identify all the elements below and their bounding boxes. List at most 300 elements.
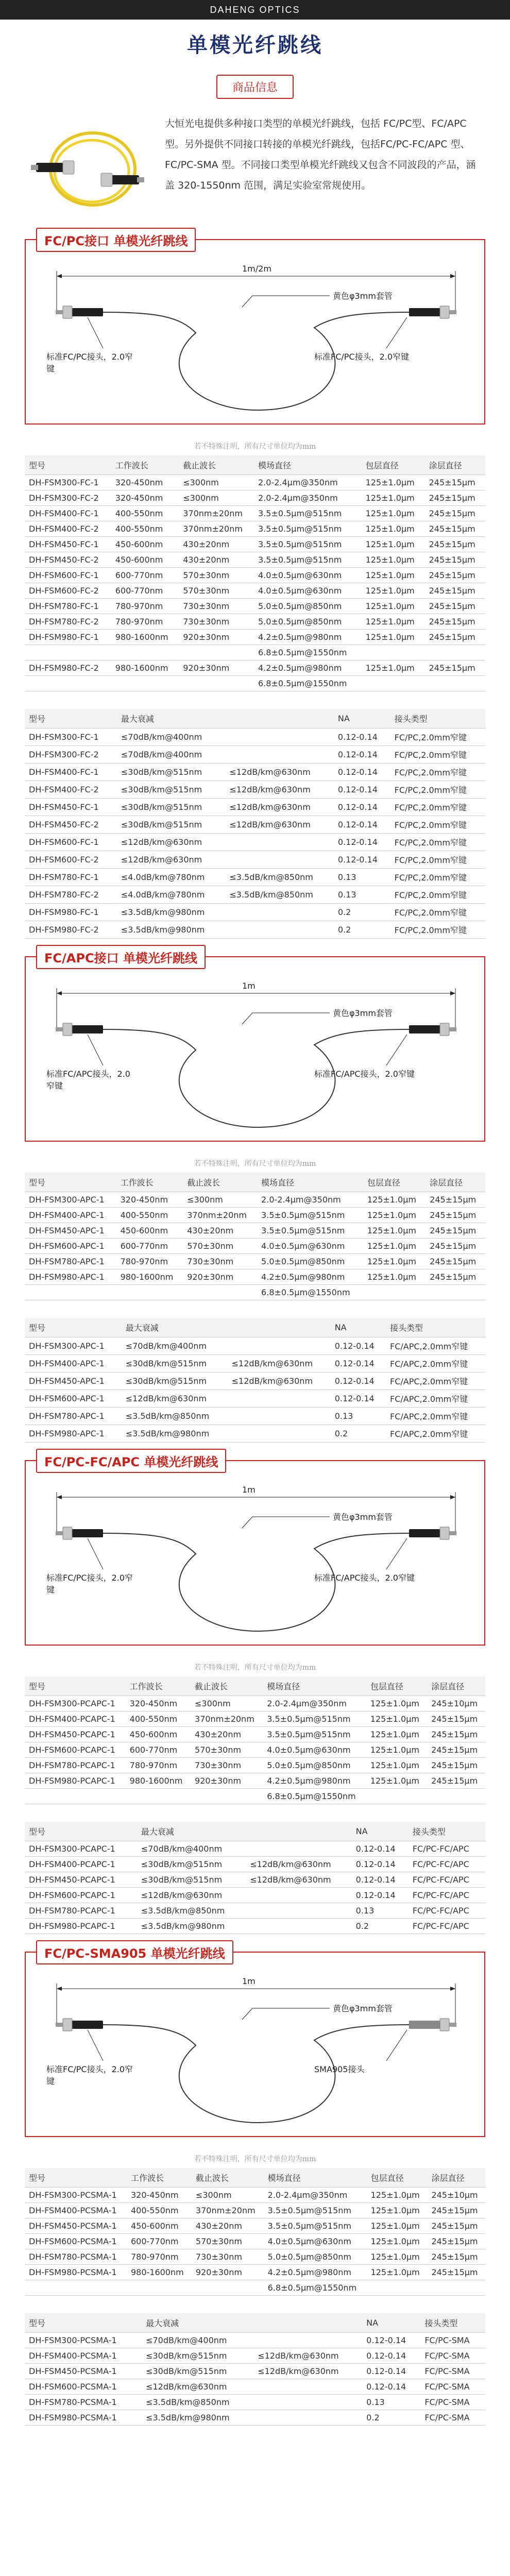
table-cell: 780-970nm xyxy=(116,1254,183,1269)
table-cell: 2.0-2.4μm@350nm xyxy=(254,490,362,506)
table-cell: FC/PC,2.0mm窄键 xyxy=(390,834,485,851)
table-cell: 125±1.0μm xyxy=(362,630,425,645)
spec-table xyxy=(25,1676,485,1804)
spec-header: 型号 xyxy=(25,2168,127,2188)
table-cell: 0.12-0.14 xyxy=(362,2364,420,2379)
table-cell: ≤300nm xyxy=(191,1696,263,1711)
table-cell: 980-1600nm xyxy=(127,2265,192,2280)
table-cell: 450-600nm xyxy=(116,1223,183,1239)
table-cell: 0.12-0.14 xyxy=(331,1355,386,1372)
table-cell: FC/PC,2.0mm窄键 xyxy=(390,781,485,799)
table-row xyxy=(25,2348,485,2364)
spec-header: 型号 xyxy=(25,1676,126,1696)
table-cell: 125±1.0μm xyxy=(366,1742,427,1758)
table-cell: DH-FSM980-APC-1 xyxy=(25,1269,116,1285)
table-cell: 125±1.0μm xyxy=(367,2203,428,2218)
table-row xyxy=(25,834,485,851)
table-cell xyxy=(179,645,254,660)
table-cell: 245±15μm xyxy=(425,660,485,676)
table-cell: ≤12dB/km@630nm xyxy=(228,1355,331,1372)
table-cell xyxy=(111,676,179,691)
table-cell xyxy=(225,834,334,851)
attenuation-table xyxy=(25,2313,485,2426)
table-cell: 0.2 xyxy=(334,921,390,939)
table-cell: ≤3.5dB/km@980nm xyxy=(142,2410,253,2426)
table-cell: FC/PC-SMA xyxy=(420,2348,485,2364)
spec-header: 包层直径 xyxy=(366,1676,427,1696)
table-cell: 370nm±20nm xyxy=(192,2203,264,2218)
right-connector-label: SMA905接头 xyxy=(314,2064,365,2074)
table-cell: 0.12-0.14 xyxy=(362,2348,420,2364)
table-cell: ≤30dB/km@515nm xyxy=(122,1372,228,1390)
table-cell: DH-FSM300-FC-2 xyxy=(25,746,117,764)
table-cell: 430±20nm xyxy=(179,552,254,568)
table-row xyxy=(25,2280,485,2296)
section-title: FC/APC接口 单模光纤跳线 xyxy=(36,945,206,969)
table-row xyxy=(25,630,485,645)
table-cell: DH-FSM780-FC-1 xyxy=(25,599,111,614)
table-cell: 5.0±0.5μm@850nm xyxy=(254,599,362,614)
table-cell xyxy=(253,2410,362,2426)
table-row xyxy=(25,886,485,904)
table-row xyxy=(25,2379,485,2395)
left-connector-label: 标准FC/PC接头，2.0窄键 xyxy=(46,2064,133,2086)
table-cell: 125±1.0μm xyxy=(366,1711,427,1727)
table-cell: DH-FSM600-APC-1 xyxy=(25,1390,122,1408)
table-cell: 245±15μm xyxy=(425,537,485,552)
table-cell: ≤12dB/km@630nm xyxy=(117,834,226,851)
table-cell: 320-450nm xyxy=(126,1696,191,1711)
table-cell: 0.12-0.14 xyxy=(334,834,390,851)
table-row xyxy=(25,2203,485,2218)
table-cell xyxy=(25,645,111,660)
table-cell: 5.0±0.5μm@850nm xyxy=(257,1254,363,1269)
table-cell: 125±1.0μm xyxy=(362,506,425,521)
table-cell: 4.0±0.5μm@630nm xyxy=(254,568,362,583)
table-cell xyxy=(253,2333,362,2348)
table-cell: 920±30nm xyxy=(183,1269,257,1285)
table-row xyxy=(25,2364,485,2379)
left-connector-label: 标准FC/PC接头，2.0窄键 xyxy=(46,352,133,374)
spec-table xyxy=(25,2168,485,2296)
table-row xyxy=(25,2410,485,2426)
table-cell: 125±1.0μm xyxy=(363,1239,426,1254)
table-row xyxy=(25,2218,485,2234)
table-cell: 125±1.0μm xyxy=(363,1254,426,1269)
table-cell: 3.5±0.5μm@515nm xyxy=(264,2218,367,2234)
table-cell: 125±1.0μm xyxy=(362,521,425,537)
table-cell: 245±15μm xyxy=(425,568,485,583)
spec-header: 涂层直径 xyxy=(427,2168,485,2188)
table-cell: 3.5±0.5μm@515nm xyxy=(257,1208,363,1223)
table-cell: DH-FSM780-FC-2 xyxy=(25,886,117,904)
table-row xyxy=(25,614,485,630)
table-cell xyxy=(225,904,334,921)
table-row xyxy=(25,599,485,614)
spec-header: 截止波长 xyxy=(192,2168,264,2188)
section-title: FC/PC-FC/APC 单模光纤跳线 xyxy=(36,1449,226,1473)
table-cell: FC/PC,2.0mm窄键 xyxy=(390,799,485,816)
table-cell: FC/PC-FC/APC xyxy=(409,1919,485,1934)
patch-cord-diagram xyxy=(26,1461,486,1647)
table-cell: 3.5±0.5μm@515nm xyxy=(257,1223,363,1239)
table-cell: 245±15μm xyxy=(425,490,485,506)
right-connector-label: 标准FC/PC接头，2.0窄键 xyxy=(314,352,410,362)
table-cell: ≤3.5dB/km@850nm xyxy=(225,869,334,886)
table-cell: ≤12dB/km@630nm xyxy=(225,799,334,816)
table-cell: FC/PC-SMA xyxy=(420,2395,485,2410)
table-cell xyxy=(246,1903,351,1919)
table-cell: 125±1.0μm xyxy=(363,1208,426,1223)
table-row xyxy=(25,1390,485,1408)
table-row xyxy=(25,552,485,568)
attenuation-header: 最大衰减 xyxy=(142,2313,253,2333)
spec-header: 工作波长 xyxy=(111,455,179,475)
table-cell: 980-1600nm xyxy=(126,1773,191,1789)
attenuation-header: 型号 xyxy=(25,1822,137,1841)
table-cell: 730±30nm xyxy=(192,2249,264,2265)
table-row xyxy=(25,1789,485,1804)
table-cell: 2.0-2.4μm@350nm xyxy=(257,1192,363,1208)
table-row xyxy=(25,1727,485,1742)
table-cell: 245±15μm xyxy=(427,1727,485,1742)
length-label: 1m xyxy=(242,981,256,991)
table-cell: 245±15μm xyxy=(425,521,485,537)
table-row xyxy=(25,475,485,490)
spec-header: 型号 xyxy=(25,455,111,475)
table-cell: DH-FSM600-PCSMA-1 xyxy=(25,2379,142,2395)
table-row xyxy=(25,2333,485,2348)
table-cell: 600-770nm xyxy=(126,1742,191,1758)
table-cell: 245±15μm xyxy=(426,1208,485,1223)
attenuation-header: NA xyxy=(362,2313,420,2333)
table-cell: DH-FSM980-PCSMA-1 xyxy=(25,2265,127,2280)
table-cell: ≤3.5dB/km@850nm xyxy=(142,2395,253,2410)
table-cell: 0.2 xyxy=(334,904,390,921)
table-cell: DH-FSM400-APC-1 xyxy=(25,1355,122,1372)
table-cell: 780-970nm xyxy=(111,599,179,614)
table-cell: ≤30dB/km@515nm xyxy=(117,816,226,834)
table-cell: 0.13 xyxy=(334,869,390,886)
table-cell: 0.12-0.14 xyxy=(331,1372,386,1390)
table-row xyxy=(25,1372,485,1390)
table-cell: 600-770nm xyxy=(111,568,179,583)
table-cell: 245±10μm xyxy=(427,1696,485,1711)
table-row xyxy=(25,728,485,746)
left-connector-label: 标准FC/APC接头，2.0窄键 xyxy=(46,1069,130,1091)
table-cell: 125±1.0μm xyxy=(366,1758,427,1773)
table-row xyxy=(25,676,485,691)
spacer xyxy=(0,1804,510,1822)
table-cell: 125±1.0μm xyxy=(367,2218,428,2234)
table-cell: 430±20nm xyxy=(192,2218,264,2234)
table-cell: 600-770nm xyxy=(111,583,179,599)
table-cell xyxy=(228,1425,331,1443)
table-row xyxy=(25,781,485,799)
table-cell: 430±20nm xyxy=(183,1223,257,1239)
table-cell xyxy=(225,746,334,764)
spec-header: 截止波长 xyxy=(179,455,254,475)
intro-text: 大恒光电提供多种接口类型的单模光纤跳线，包括 FC/PC型、FC/APC型。另外提供不同接口转接的单模光纤跳线，包括FC/PC-FC/APC 型、FC/PC-SMA 型。不同接口类型单模光纤跳线又包含不同波段的产品，涵盖 320-1550nm 范围，满足实验室常规使用。 xyxy=(165,118,476,191)
table-cell: DH-FSM450-PCSMA-1 xyxy=(25,2218,127,2234)
table-cell: DH-FSM600-FC-1 xyxy=(25,568,111,583)
table-cell: ≤30dB/km@515nm xyxy=(117,764,226,781)
table-cell: 600-770nm xyxy=(127,2234,192,2249)
table-cell: ≤12dB/km@630nm xyxy=(225,781,334,799)
table-cell: 125±1.0μm xyxy=(363,1269,426,1285)
table-cell: ≤12dB/km@630nm xyxy=(122,1390,228,1408)
table-cell: DH-FSM450-APC-1 xyxy=(25,1223,116,1239)
table-row xyxy=(25,2234,485,2249)
table-cell xyxy=(362,645,425,660)
table-cell: 0.12-0.14 xyxy=(334,764,390,781)
length-label: 1m xyxy=(242,1976,256,1986)
table-cell: 245±15μm xyxy=(425,599,485,614)
table-cell: 570±30nm xyxy=(179,583,254,599)
attenuation-header: 型号 xyxy=(25,1318,122,1337)
table-cell: DH-FSM400-FC-1 xyxy=(25,506,111,521)
table-cell: 320-450nm xyxy=(111,490,179,506)
table-cell: ≤3.5dB/km@980nm xyxy=(117,921,226,939)
table-cell: 0.12-0.14 xyxy=(331,1337,386,1355)
table-cell: 245±15μm xyxy=(426,1239,485,1254)
table-cell: 0.12-0.14 xyxy=(352,1857,409,1872)
table-cell: DH-FSM600-FC-2 xyxy=(25,851,117,869)
table-cell: 600-770nm xyxy=(116,1239,183,1254)
table-row xyxy=(25,1355,485,1372)
table-cell: DH-FSM300-FC-2 xyxy=(25,490,111,506)
diagram-box xyxy=(25,1455,485,1646)
table-cell: 0.12-0.14 xyxy=(334,781,390,799)
table-row xyxy=(25,537,485,552)
table-cell: DH-FSM600-APC-1 xyxy=(25,1239,116,1254)
table-cell: 125±1.0μm xyxy=(362,614,425,630)
attenuation-header: 型号 xyxy=(25,709,117,728)
table-row xyxy=(25,568,485,583)
table-cell: ≤30dB/km@515nm xyxy=(117,781,226,799)
table-cell: DH-FSM450-APC-1 xyxy=(25,1372,122,1390)
attenuation-table xyxy=(25,1318,485,1443)
table-cell: 125±1.0μm xyxy=(367,2188,428,2203)
table-row xyxy=(25,1208,485,1223)
spec-header: 包层直径 xyxy=(362,455,425,475)
table-cell: 570±30nm xyxy=(192,2234,264,2249)
attenuation-header: NA xyxy=(334,709,390,728)
table-cell xyxy=(425,645,485,660)
table-cell: 920±30nm xyxy=(179,660,254,676)
attenuation-header: NA xyxy=(352,1822,409,1841)
table-cell xyxy=(367,2280,428,2296)
table-cell: 320-450nm xyxy=(111,475,179,490)
attenuation-header: 最大衰减 xyxy=(137,1822,246,1841)
table-cell: 4.2±0.5μm@980nm xyxy=(264,2265,367,2280)
table-cell xyxy=(25,2280,127,2296)
table-row xyxy=(25,1192,485,1208)
table-row xyxy=(25,1758,485,1773)
table-cell: DH-FSM780-APC-1 xyxy=(25,1254,116,1269)
table-cell: 245±15μm xyxy=(427,1742,485,1758)
table-row xyxy=(25,660,485,676)
spec-header: 涂层直径 xyxy=(425,455,485,475)
table-cell: ≤12dB/km@630nm xyxy=(117,851,226,869)
table-cell: ≤4.0dB/km@780nm xyxy=(117,869,226,886)
table-cell: ≤3.5dB/km@850nm xyxy=(137,1903,246,1919)
table-cell: 245±15μm xyxy=(426,1254,485,1269)
table-row xyxy=(25,583,485,599)
table-row xyxy=(25,2395,485,2410)
table-cell: 125±1.0μm xyxy=(366,1727,427,1742)
jacket-label: 黄色φ3mm套管 xyxy=(333,1512,393,1522)
table-cell: ≤3.5dB/km@850nm xyxy=(225,886,334,904)
table-cell: 450-600nm xyxy=(111,552,179,568)
table-cell: DH-FSM780-PCSMA-1 xyxy=(25,2249,127,2265)
table-row xyxy=(25,1696,485,1711)
attenuation-header: 最大衰减 xyxy=(117,709,226,728)
table-cell: DH-FSM400-FC-2 xyxy=(25,781,117,799)
table-cell: 0.13 xyxy=(362,2395,420,2410)
table-cell: 0.12-0.14 xyxy=(352,1888,409,1903)
table-cell: 4.0±0.5μm@630nm xyxy=(257,1239,363,1254)
table-cell: 3.5±0.5μm@515nm xyxy=(254,521,362,537)
table-cell: DH-FSM300-PCAPC-1 xyxy=(25,1696,126,1711)
attenuation-table xyxy=(25,1822,485,1934)
table-cell: FC/PC,2.0mm窄键 xyxy=(390,886,485,904)
table-cell: DH-FSM780-PCAPC-1 xyxy=(25,1758,126,1773)
table-cell: 125±1.0μm xyxy=(362,490,425,506)
table-cell xyxy=(127,2280,192,2296)
spacer xyxy=(0,2296,510,2313)
table-row xyxy=(25,764,485,781)
spec-header: 包层直径 xyxy=(367,2168,428,2188)
brand-name: DAHENG OPTICS xyxy=(210,4,300,15)
table-cell: ≤70dB/km@400nm xyxy=(142,2333,253,2348)
attenuation-header xyxy=(246,1822,351,1841)
table-cell: 4.2±0.5μm@980nm xyxy=(254,630,362,645)
table-cell: ≤30dB/km@515nm xyxy=(142,2348,253,2364)
table-cell: ≤4.0dB/km@780nm xyxy=(117,886,226,904)
patch-cord-diagram xyxy=(26,957,486,1143)
attenuation-header: 接头类型 xyxy=(409,1822,485,1841)
table-cell: 730±30nm xyxy=(191,1758,263,1773)
table-row xyxy=(25,1254,485,1269)
table-cell: 245±15μm xyxy=(426,1192,485,1208)
table-cell: 125±1.0μm xyxy=(367,2249,428,2265)
dimension-note: 若不特殊注明，所有尺寸单位均为mm xyxy=(194,443,316,451)
table-cell: 125±1.0μm xyxy=(363,1223,426,1239)
table-cell: ≤30dB/km@515nm xyxy=(117,799,226,816)
table-cell: 980-1600nm xyxy=(116,1269,183,1285)
table-cell: 730±30nm xyxy=(183,1254,257,1269)
table-cell: 245±15μm xyxy=(425,630,485,645)
table-cell: FC/PC,2.0mm窄键 xyxy=(390,869,485,886)
table-cell: 6.8±0.5μm@1550nm xyxy=(263,1789,366,1804)
table-cell xyxy=(225,921,334,939)
spec-header: 工作波长 xyxy=(127,2168,192,2188)
table-cell: DH-FSM780-PCAPC-1 xyxy=(25,1903,137,1919)
page-title: 单模光纤跳线 xyxy=(187,33,323,57)
table-cell: 245±15μm xyxy=(425,506,485,521)
table-cell: ≤70dB/km@400nm xyxy=(117,728,226,746)
table-cell: ≤70dB/km@400nm xyxy=(137,1841,246,1857)
dimension-note: 若不特殊注明，所有尺寸单位均为mm xyxy=(194,1664,316,1672)
table-cell xyxy=(228,1390,331,1408)
spec-header: 模场直径 xyxy=(257,1173,363,1192)
table-cell: DH-FSM780-PCSMA-1 xyxy=(25,2395,142,2410)
table-cell: DH-FSM450-PCSMA-1 xyxy=(25,2364,142,2379)
table-cell: 245±15μm xyxy=(426,1269,485,1285)
table-cell: FC/APC,2.0mm窄键 xyxy=(386,1390,485,1408)
table-cell: 450-600nm xyxy=(126,1727,191,1742)
table-cell: 125±1.0μm xyxy=(367,2265,428,2280)
table-row xyxy=(25,1285,485,1300)
table-cell: 0.12-0.14 xyxy=(334,728,390,746)
table-row xyxy=(25,2265,485,2280)
table-cell: 3.5±0.5μm@515nm xyxy=(264,2203,367,2218)
table-cell: ≤3.5dB/km@980nm xyxy=(137,1919,246,1934)
attenuation-header xyxy=(253,2313,362,2333)
table-cell: 245±15μm xyxy=(427,1711,485,1727)
table-cell: 0.12-0.14 xyxy=(362,2333,420,2348)
table-row xyxy=(25,1742,485,1758)
table-row xyxy=(25,799,485,816)
table-cell: 0.12-0.14 xyxy=(352,1872,409,1888)
patch-cord-photo xyxy=(31,113,149,222)
spec-header: 工作波长 xyxy=(116,1173,183,1192)
table-cell: 730±30nm xyxy=(179,599,254,614)
table-cell: 0.12-0.14 xyxy=(362,2379,420,2395)
spec-table xyxy=(25,455,485,691)
table-row xyxy=(25,506,485,521)
table-cell: 4.0±0.5μm@630nm xyxy=(263,1742,366,1758)
spec-header: 截止波长 xyxy=(183,1173,257,1192)
table-cell: FC/PC-FC/APC xyxy=(409,1841,485,1857)
table-cell: 125±1.0μm xyxy=(362,599,425,614)
table-cell: 4.2±0.5μm@980nm xyxy=(254,660,362,676)
table-cell: 0.2 xyxy=(362,2410,420,2426)
jacket-label: 黄色φ3mm套管 xyxy=(333,1008,393,1018)
table-cell: 570±30nm xyxy=(183,1239,257,1254)
table-row xyxy=(25,1888,485,1903)
table-cell: ≤12dB/km@630nm xyxy=(228,1372,331,1390)
table-cell: FC/PC-FC/APC xyxy=(409,1903,485,1919)
table-cell: 125±1.0μm xyxy=(362,537,425,552)
table-cell: DH-FSM400-FC-2 xyxy=(25,521,111,537)
table-cell: 780-970nm xyxy=(111,614,179,630)
table-cell xyxy=(363,1285,426,1300)
table-cell: DH-FSM980-PCAPC-1 xyxy=(25,1919,137,1934)
table-cell: 2.0-2.4μm@350nm xyxy=(264,2188,367,2203)
table-cell: 370nm±20nm xyxy=(179,506,254,521)
table-row xyxy=(25,645,485,660)
table-row xyxy=(25,2249,485,2265)
spec-header: 模场直径 xyxy=(263,1676,366,1696)
table-cell: FC/PC,2.0mm窄键 xyxy=(390,904,485,921)
table-cell: 450-600nm xyxy=(111,537,179,552)
left-connector-label: 标准FC/PC接头，2.0窄键 xyxy=(46,1573,133,1595)
table-cell: 5.0±0.5μm@850nm xyxy=(264,2249,367,2265)
table-cell: 400-550nm xyxy=(116,1208,183,1223)
table-cell: 980-1600nm xyxy=(111,660,179,676)
table-cell: FC/PC-SMA xyxy=(420,2410,485,2426)
table-row xyxy=(25,490,485,506)
table-row xyxy=(25,746,485,764)
table-cell: ≤70dB/km@400nm xyxy=(117,746,226,764)
table-cell: ≤12dB/km@630nm xyxy=(142,2379,253,2395)
table-cell: 3.5±0.5μm@515nm xyxy=(254,506,362,521)
table-cell: DH-FSM980-FC-2 xyxy=(25,921,117,939)
table-cell xyxy=(246,1888,351,1903)
section-2 xyxy=(25,951,485,1142)
